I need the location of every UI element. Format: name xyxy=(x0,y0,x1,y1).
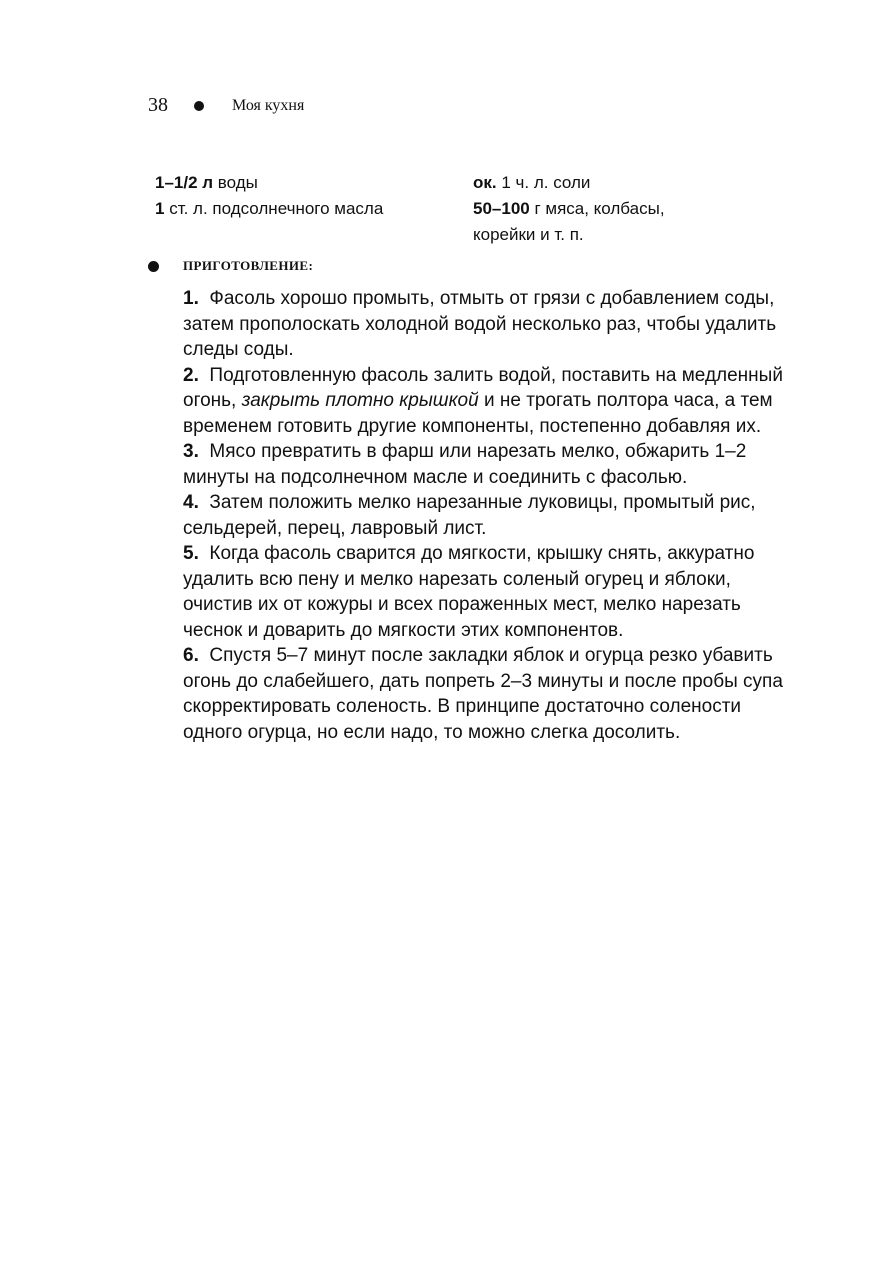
section-heading xyxy=(148,258,313,274)
step-text-italic: закрыть плотно крышкой xyxy=(241,390,479,411)
step-text: Затем положить мелко нарезанные луковицы, промытый рис, сельдерей, перец, лавровый лист. xyxy=(183,492,756,539)
ingredients-column-right xyxy=(473,170,723,248)
ingredient-amount: 1–1/2 л xyxy=(155,173,214,192)
step-number: 5. xyxy=(183,543,199,564)
page-number: 38 xyxy=(148,94,168,116)
step-text: Спустя 5–7 минут после закладки яблок и огурца резко убавить огонь до слабейшего, дать попреть 2–3 минуты и после пробы супа скорректировать соленость. В принципе достаточно солености одного огурца, но если надо, то можно слегка досолить. xyxy=(183,645,783,743)
ingredient-amount: 50–100 xyxy=(473,199,530,218)
ingredient-item xyxy=(473,196,723,222)
step xyxy=(183,363,793,440)
bullet-icon xyxy=(194,101,204,111)
ingredient-item xyxy=(473,170,723,196)
step-number: 3. xyxy=(183,441,199,462)
step-number: 1. xyxy=(183,288,199,309)
ingredient-item xyxy=(155,196,473,222)
step-text: Фасоль хорошо промыть, отмыть от грязи с добавлением соды, затем прополоскать холодной водой несколько раз, чтобы удалить следы соды. xyxy=(183,288,777,360)
step xyxy=(183,490,793,541)
step-number: 6. xyxy=(183,645,199,666)
ingredient-text: корейки и т. п. xyxy=(473,225,584,244)
step-text: Когда фасоль сварится до мягкости, крышку снять, аккуратно удалить всю пену и мелко нарезать соленый огурец и яблоки, очистив их от кожуры и всех пораженных мест, мелко нарезать чеснок и доварить до мягкости этих компонентов. xyxy=(183,543,755,641)
ingredient-text: 1 ч. л. соли xyxy=(496,173,591,192)
step-text: Мясо превратить в фарш или нарезать мелко, обжарить 1–2 минуты на подсолнечном масле и соединить с фасолью. xyxy=(183,441,747,488)
steps-list xyxy=(183,286,793,745)
ingredient-item xyxy=(155,170,473,196)
step-text: и не трогать полтора часа, а тем временем готовить другие компоненты, постепенно добавляя их. xyxy=(183,390,773,437)
step xyxy=(183,439,793,490)
ingredient-item xyxy=(473,222,723,248)
running-title: Моя кухня xyxy=(232,96,305,114)
ingredients-list xyxy=(155,170,723,248)
step-number: 4. xyxy=(183,492,199,513)
ingredient-text: г мяса, колбасы, xyxy=(529,199,665,218)
step xyxy=(183,541,793,643)
ingredient-amount: ок. xyxy=(473,173,497,192)
ingredients-column-left xyxy=(155,170,473,248)
step-number: 2. xyxy=(183,364,199,386)
step xyxy=(183,286,793,363)
page-header xyxy=(148,94,304,117)
bullet-icon xyxy=(148,261,159,272)
ingredient-text: ст. л. подсолнечного масла xyxy=(164,199,384,218)
ingredient-text: воды xyxy=(213,173,258,192)
step-text: Подготовленную фасоль залить водой, поставить на медленный огонь, xyxy=(183,364,783,411)
section-title: ПРИГОТОВЛЕНИЕ: xyxy=(183,258,314,273)
ingredient-amount: 1 xyxy=(155,199,165,218)
step xyxy=(183,643,793,745)
